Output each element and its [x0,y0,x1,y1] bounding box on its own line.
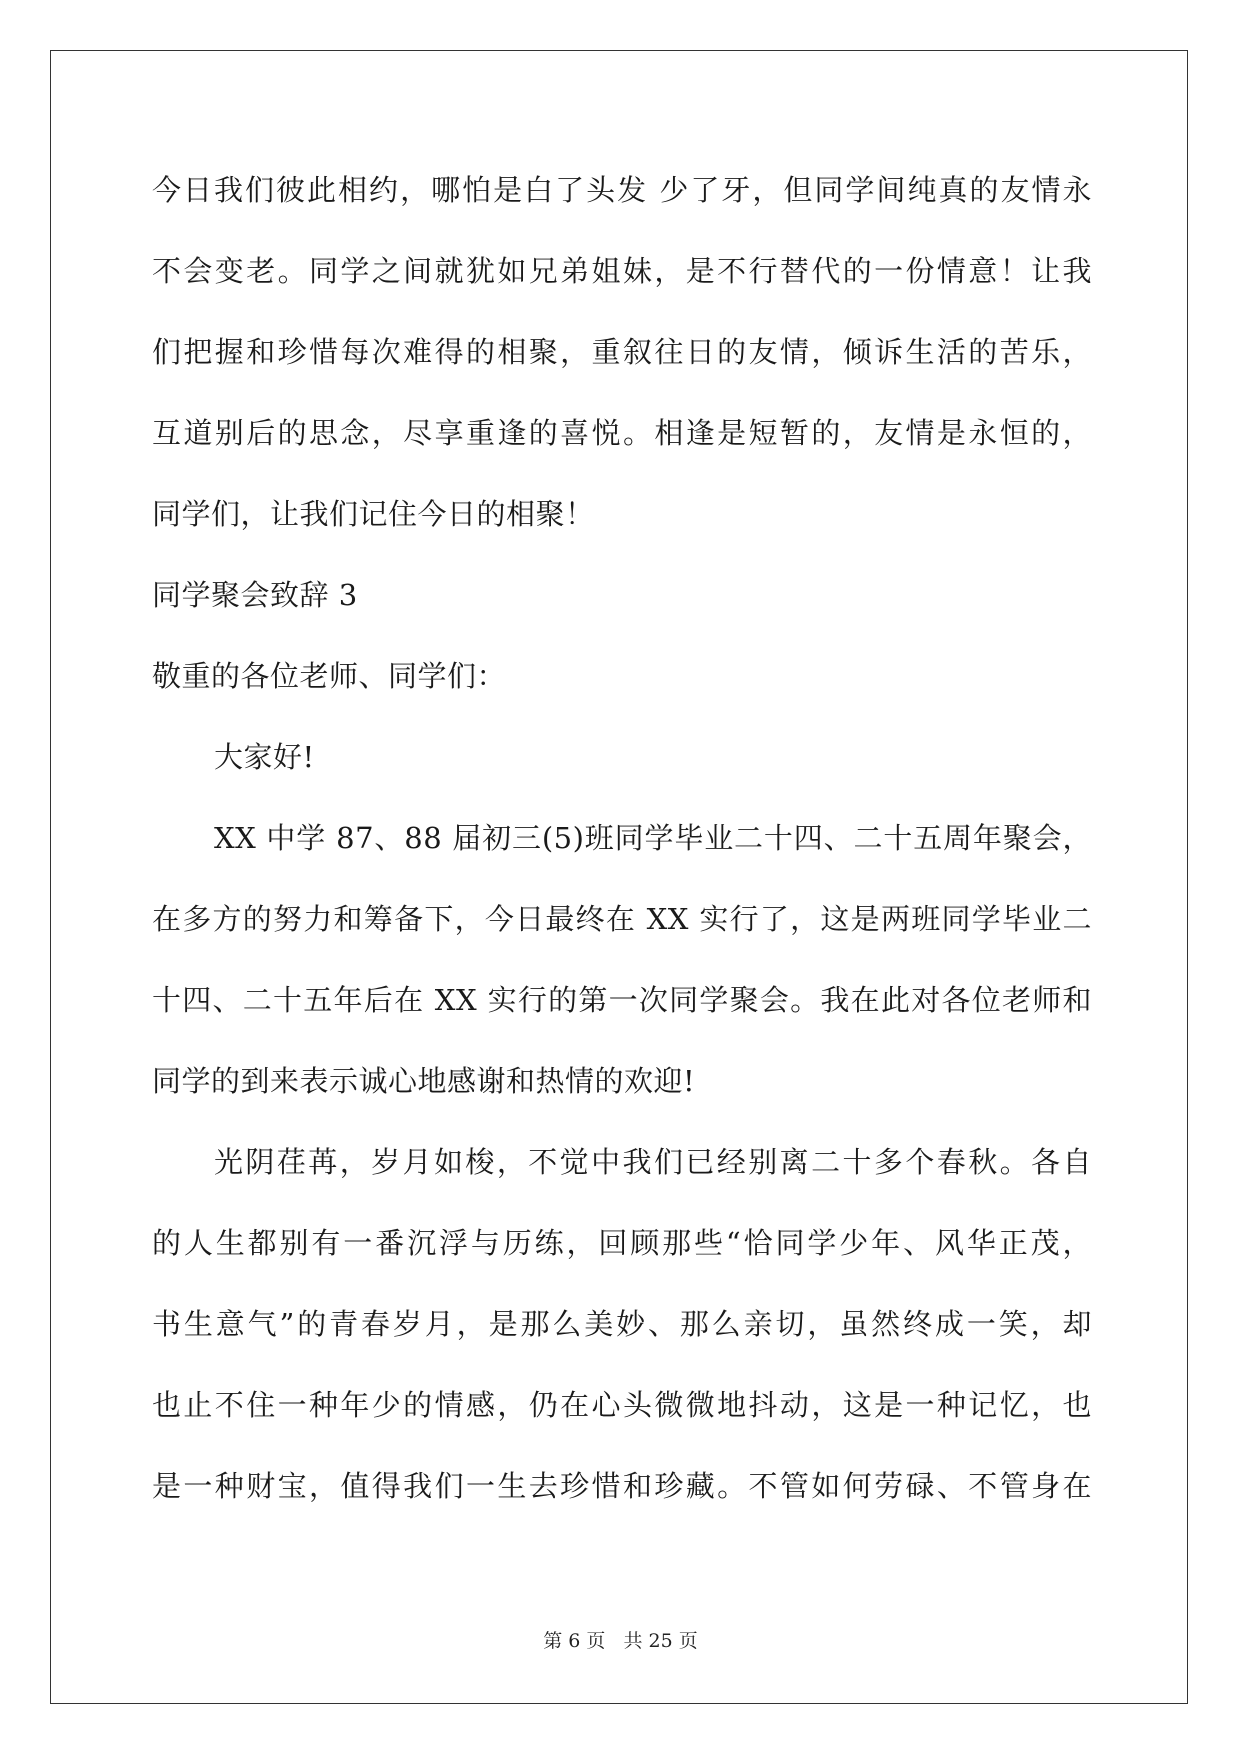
body-text-line: 是一种财宝，值得我们一生去珍惜和珍藏。不管如何劳碌、不管身在 [152,1469,1092,1503]
body-text-line: 的人生都别有一番沉浮与历练，回顾那些“恰同学少年、风华正茂， [152,1226,1092,1260]
body-text-line: 也止不住一种年少的情感，仍在心头微微地抖动，这是一种记忆，也 [152,1388,1092,1422]
salutation: 敬重的各位老师、同学们： [152,659,507,693]
body-text-line: 不会变老。同学之间就犹如兄弟姐妹，是不行替代的一份情意！让我 [152,254,1092,288]
body-text-line: 光阴荏苒，岁月如梭，不觉中我们已经别离二十多个春秋。各自 [214,1145,1092,1179]
body-text-line: 十四、二十五年后在 XX 实行的第一次同学聚会。我在此对各位老师和 [152,983,1092,1017]
body-text-line: 在多方的努力和筹备下，今日最终在 XX 实行了，这是两班同学毕业二 [152,902,1092,936]
body-text-line: 同学的到来表示诚心地感谢和热情的欢迎! [152,1064,696,1098]
section-title: 同学聚会致辞 3 [152,578,358,612]
body-text-line: 今日我们彼此相约，哪怕是白了头发 少了牙，但同学间纯真的友情永 [152,173,1092,207]
greeting: 大家好! [214,740,315,774]
page-border [50,50,1188,1704]
body-text-line: XX 中学 87、88 届初三(5)班同学毕业二十四、二十五周年聚会， [214,821,1092,855]
page-footer [0,1626,1241,1653]
page-number: 第 6 页 [543,1630,606,1652]
page-total: 共 25 页 [623,1630,698,1652]
body-text-line: 同学们，让我们记住今日的相聚！ [152,497,595,531]
body-text-line: 们把握和珍惜每次难得的相聚，重叙往日的友情，倾诉生活的苦乐， [152,335,1092,369]
body-text-line: 互道别后的思念，尽享重逢的喜悦。相逢是短暂的，友情是永恒的， [152,416,1092,450]
body-text-line: 书生意气”的青春岁月，是那么美妙、那么亲切，虽然终成一笑，却 [152,1307,1092,1341]
